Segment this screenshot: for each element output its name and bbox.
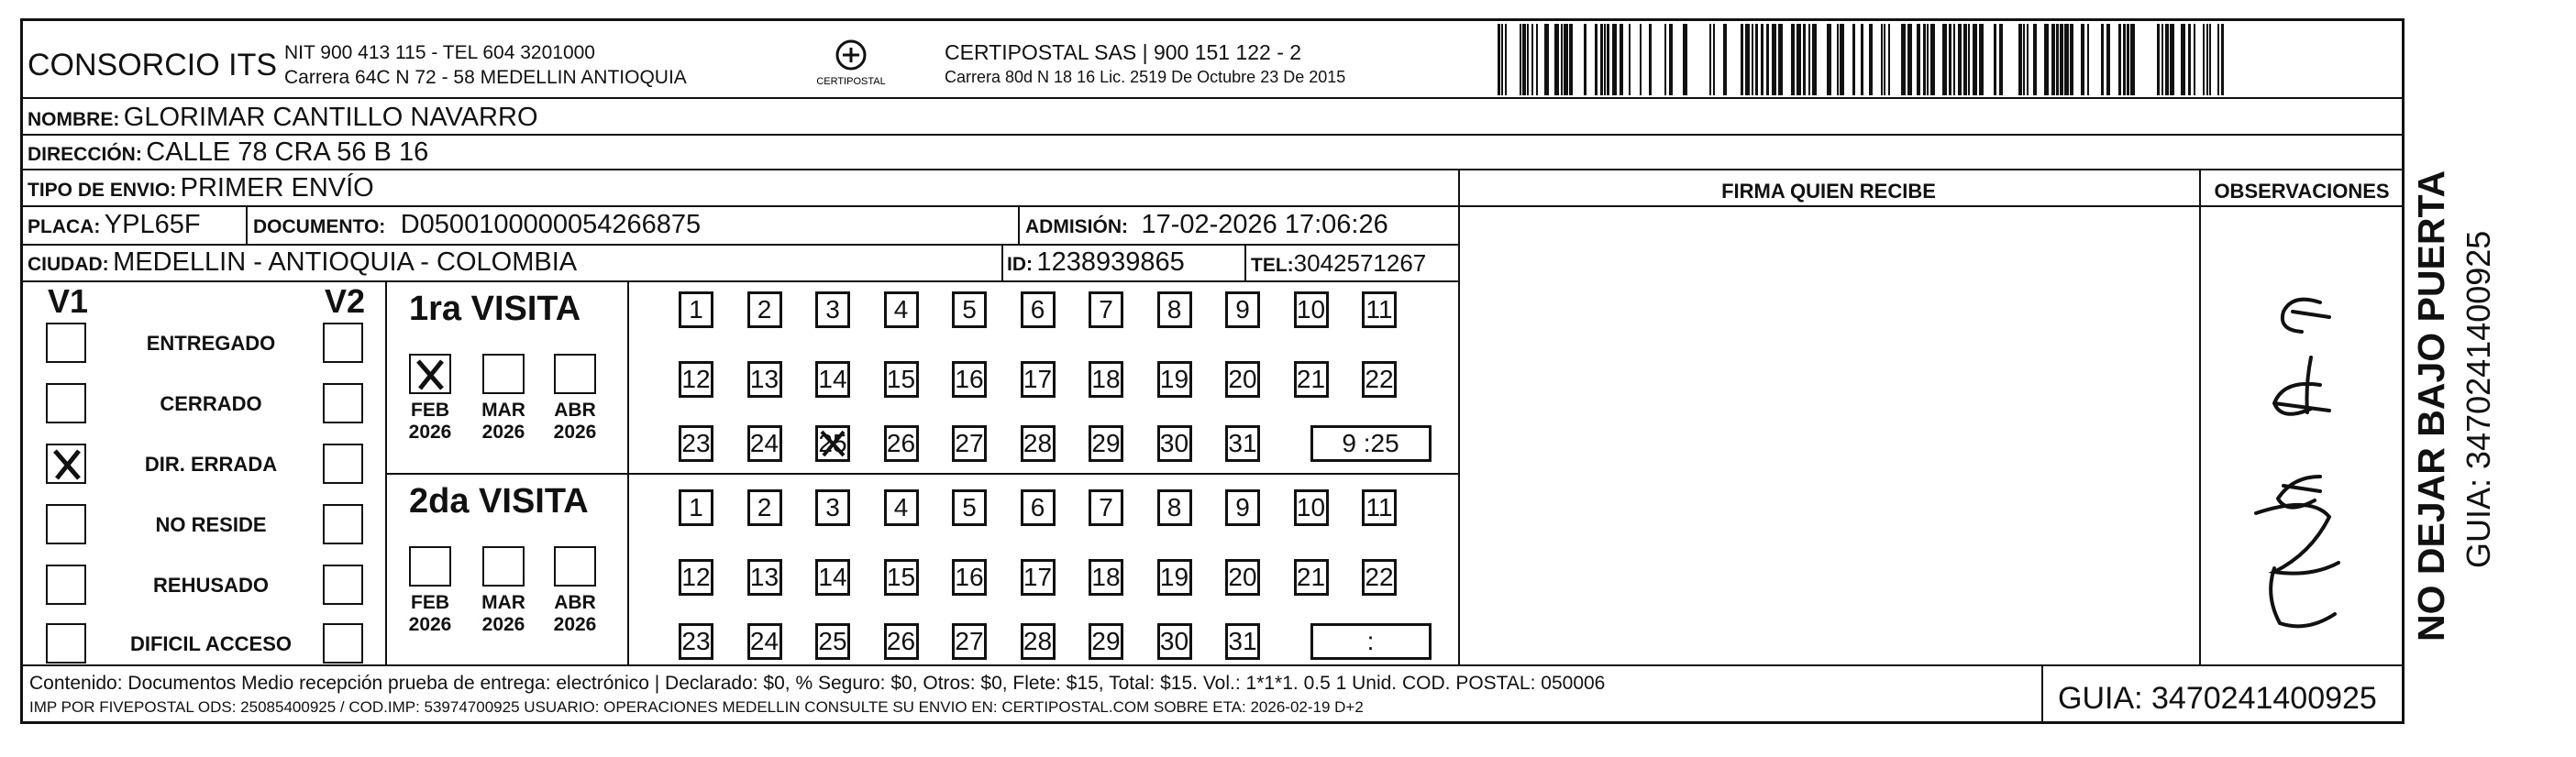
footer-guia: GUIA: 3470241400925 (2058, 681, 2377, 716)
visit1-day-27[interactable]: 27 (952, 425, 987, 462)
barcode-bar (1869, 24, 1873, 95)
barcode-bar (2188, 24, 2191, 95)
divider (20, 97, 2405, 99)
ciudad-value: MEDELLIN - ANTIOQUIA - COLOMBIA (113, 247, 578, 277)
id-label: ID: (1007, 254, 1033, 275)
divider (385, 473, 1458, 475)
month-name: ABR (554, 400, 596, 421)
visit2-day-30[interactable]: 30 (1157, 623, 1192, 660)
admision-value: 17-02-2026 17:06:26 (1141, 210, 1388, 239)
month-year: 2026 (553, 614, 597, 635)
visit2-day-23[interactable]: 23 (679, 623, 713, 660)
v2-checkbox-no-reside[interactable] (323, 504, 363, 544)
visit2-title: 2da VISITA (409, 482, 589, 521)
visit2-month-checkbox-feb[interactable] (409, 546, 451, 587)
visit2-day-12[interactable]: 12 (679, 559, 713, 596)
divider (20, 280, 1458, 282)
visit1-day-20[interactable]: 20 (1225, 361, 1260, 398)
logo-text: CERTIPOSTAL (816, 76, 886, 87)
barcode-bar (1852, 24, 1855, 95)
month-name: MAR (481, 400, 525, 421)
barcode-bar (1752, 24, 1753, 95)
barcode-bar (1612, 24, 1617, 95)
placa-value: YPL65F (104, 210, 201, 239)
visit1-month-label (476, 400, 531, 444)
sender-nit: NIT 900 413 115 - TEL 604 3201000 (284, 42, 595, 63)
barcode-bar (2060, 24, 2063, 95)
carrier-address: Carrera 80d N 18 16 Lic. 2519 De Octubre 23 De 2015 (945, 68, 1346, 86)
barcode-bar (1923, 24, 1926, 95)
barcode-bar (2206, 24, 2208, 95)
barcode-bar (2023, 24, 2025, 95)
barcode-bar (1536, 24, 1538, 95)
barcode-bar (2221, 24, 2224, 95)
barcode-bar (1531, 24, 1533, 95)
visit1-time-field[interactable]: 9 :25 (1310, 425, 1432, 462)
barcode-bar (1544, 24, 1549, 95)
visit2-day-6[interactable]: 6 (1021, 489, 1056, 526)
visit1-day-6[interactable]: 6 (1021, 291, 1056, 328)
barcode-bar (2157, 24, 2160, 95)
barcode-bar (1884, 24, 1885, 95)
barcode-bar (2018, 24, 2022, 95)
barcode-bar (1772, 24, 1776, 95)
visit1-day-12[interactable]: 12 (679, 361, 713, 398)
v1-label: V1 (48, 282, 89, 320)
visit2-day-26[interactable]: 26 (884, 623, 919, 660)
barcode-bar (2070, 24, 2073, 95)
barcode-bar (2106, 24, 2110, 95)
barcode-bar (1620, 24, 1623, 95)
nombre-label: NOMBRE: (28, 109, 120, 130)
barcode-bar (1498, 24, 1500, 95)
status-label: DIFICIL ACCESO (129, 632, 292, 655)
barcode-bar (1709, 24, 1711, 95)
visit2-day-20[interactable]: 20 (1225, 559, 1260, 596)
status-label: DIR. ERRADA (144, 453, 278, 476)
visit2-month-checkbox-mar[interactable] (482, 546, 525, 587)
visit1-day-24[interactable]: 24 (747, 425, 782, 462)
visit1-day-8[interactable]: 8 (1157, 291, 1192, 328)
documento-value: D0500100000054266875 (400, 210, 702, 239)
visit1-day-15[interactable]: 15 (884, 361, 919, 398)
barcode-bar (1561, 24, 1563, 95)
month-name: ABR (554, 592, 596, 613)
barcode-bar (1600, 24, 1603, 95)
side-guia: GUIA: 3470241400925 (2460, 230, 2497, 568)
observaciones-header: OBSERVACIONES (2214, 180, 2390, 203)
barcode-bar (1861, 24, 1863, 95)
barcode-bar (1554, 24, 1559, 95)
admision-label: ADMISIÓN: (1025, 216, 1128, 237)
v2-checkbox-dificil-acceso[interactable] (323, 623, 363, 664)
v2-checkbox-cerrado[interactable] (323, 383, 363, 423)
barcode-bar (1999, 24, 2003, 95)
status-label: CERRADO (160, 392, 262, 415)
visit2-day-21[interactable]: 21 (1294, 559, 1329, 596)
month-year: 2026 (408, 614, 452, 635)
v1-checkbox-cerrado[interactable] (46, 383, 86, 423)
barcode-bar (2051, 24, 2055, 95)
ciudad-label: CIUDAD: (28, 254, 109, 275)
barcode-bar (2033, 24, 2037, 95)
barcode-bar (1927, 24, 1929, 95)
visit2-day-2[interactable]: 2 (747, 489, 782, 526)
visit1-day-23[interactable]: 23 (679, 425, 713, 462)
v1-checkbox-dir-errada[interactable] (46, 444, 86, 484)
direccion-value: CALLE 78 CRA 56 B 16 (146, 137, 429, 167)
visit1-day-22[interactable]: 22 (1362, 361, 1397, 398)
barcode-bar (1808, 24, 1810, 95)
visit2-day-1[interactable]: 1 (679, 489, 713, 526)
barcode-bar (1979, 24, 1984, 95)
barcode-bar (2170, 24, 2174, 95)
barcode-bar (1901, 24, 1906, 95)
visit2-time-field[interactable]: : (1310, 623, 1432, 660)
visit1-day-2[interactable]: 2 (747, 291, 782, 328)
barcode-bar (1755, 24, 1758, 95)
tipo-value: PRIMER ENVÍO (180, 173, 374, 203)
visit2-day-9[interactable]: 9 (1225, 489, 1260, 526)
v1-checkbox-dificil-acceso[interactable] (46, 623, 86, 664)
barcode-bar (1761, 24, 1763, 95)
footer-line1: Contenido: Documentos Medio recepción prueba de entrega: electrónico | Declarado: $0, % Seguro: $0, Otros: $0, Flete: $15, Total: $15. Vol.: 1*1*1. 0.5 1 Unid. COD. POSTAL: 050006 (29, 673, 1606, 694)
barcode-bar (1604, 24, 1606, 95)
handwritten-observation (2219, 266, 2384, 651)
barcode-bar (1791, 24, 1795, 95)
v1-checkbox-no-reside[interactable] (46, 504, 86, 544)
month-year: 2026 (408, 422, 452, 443)
month-year: 2026 (481, 422, 525, 443)
visit1-month-label (547, 400, 603, 444)
barcode-bar (1522, 24, 1526, 95)
visit1-day-30[interactable]: 30 (1157, 425, 1192, 462)
visit2-month-label (403, 592, 458, 636)
barcode-bar (1949, 24, 1951, 95)
visit2-day-16[interactable]: 16 (952, 559, 987, 596)
visit1-month-checkbox-abr[interactable] (554, 354, 596, 394)
status-label: NO RESIDE (155, 513, 267, 536)
footer-line2: IMP POR FIVEPOSTAL ODS: 25085400925 / COD.IMP: 53974700925 USUARIO: OPERACIONES MEDELLIN CONSULTE SU ENVIO EN: CERTIPOSTAL.COM SOBRE ETA: 2026-02-19 D+2 (29, 698, 1364, 716)
visit1-day-14[interactable]: 14 (815, 361, 850, 398)
v2-checkbox-rehusado[interactable] (323, 565, 363, 605)
visit1-day-11[interactable]: 11 (1362, 291, 1397, 328)
visit2-day-17[interactable]: 17 (1021, 559, 1056, 596)
visit2-day-13[interactable]: 13 (747, 559, 782, 596)
barcode-bar (1840, 24, 1844, 95)
barcode-bar (1629, 24, 1631, 95)
sender-info (284, 40, 687, 90)
barcode-bar (2123, 24, 2126, 95)
visit1-month-checkbox-mar[interactable] (482, 354, 525, 394)
visit2-month-checkbox-abr[interactable] (554, 546, 596, 587)
visit1-day-26[interactable]: 26 (884, 425, 919, 462)
divider (2403, 97, 2405, 724)
visit2-day-18[interactable]: 18 (1089, 559, 1123, 596)
barcode-bar (1640, 24, 1642, 95)
barcode-bar (2081, 24, 2084, 95)
barcode-bar (2165, 24, 2169, 95)
divider (246, 205, 248, 244)
barcode-bar (2056, 24, 2059, 95)
visit1-day-13[interactable]: 13 (747, 361, 782, 398)
barcode-bar (2087, 24, 2089, 95)
barcode-bar (2130, 24, 2135, 95)
divider (20, 205, 2405, 207)
barcode-bar (1942, 24, 1947, 95)
nombre-value: GLORIMAR CANTILLO NAVARRO (123, 103, 538, 132)
divider (2199, 169, 2201, 664)
barcode-bar (1837, 24, 1839, 95)
barcode-bar (2194, 24, 2195, 95)
barcode-bar (1649, 24, 1652, 95)
visit1-day-4[interactable]: 4 (884, 291, 919, 328)
month-year: 2026 (481, 614, 525, 635)
visit2-day-8[interactable]: 8 (1157, 489, 1192, 526)
barcode-bar (2027, 24, 2029, 95)
ciudad-field (28, 247, 577, 278)
barcode-bar (2044, 24, 2049, 95)
visit2-day-28[interactable]: 28 (1021, 623, 1056, 660)
visit1-day-25[interactable]: 25 (815, 425, 850, 462)
visit1-month-checkbox-feb[interactable] (409, 354, 451, 394)
barcode-bar (1930, 24, 1935, 95)
status-label: ENTREGADO (146, 332, 276, 355)
barcode-bar (1797, 24, 1801, 95)
direccion-label: DIRECCIÓN: (28, 144, 142, 165)
barcode-bar (1812, 24, 1817, 95)
placa-label: PLACA: (28, 216, 101, 237)
barcode-bar (1994, 24, 1996, 95)
barcode-bar (1778, 24, 1783, 95)
status-label: REHUSADO (153, 574, 269, 597)
barcode-bar (1520, 24, 1521, 95)
v1-checkbox-rehusado[interactable] (46, 565, 86, 605)
visit1-day-10[interactable]: 10 (1294, 291, 1329, 328)
tel-value: 3042571267 (1293, 249, 1427, 277)
visit2-day-11[interactable]: 11 (1362, 489, 1397, 526)
barcode-bar (2127, 24, 2129, 95)
barcode-bar (1958, 24, 1962, 95)
visit2-day-27[interactable]: 27 (952, 623, 987, 660)
barcode-bar (2118, 24, 2121, 95)
month-name: FEB (411, 592, 449, 613)
visit2-day-25[interactable]: 25 (815, 623, 850, 660)
barcode-bar (1569, 24, 1573, 95)
tipo-label: TIPO DE ENVIO: (28, 180, 177, 201)
id-value: 1238939865 (1036, 247, 1185, 277)
visit1-day-19[interactable]: 19 (1157, 361, 1192, 398)
divider (20, 244, 1458, 246)
tel-label: TEL: (1251, 255, 1294, 276)
barcode-bar (1741, 24, 1743, 95)
barcode-bar (1664, 24, 1666, 95)
month-name: FEB (411, 400, 449, 421)
divider (20, 664, 2405, 666)
visit2-day-29[interactable]: 29 (1089, 623, 1123, 660)
visit2-day-24[interactable]: 24 (747, 623, 782, 660)
visit1-title: 1ra VISITA (409, 290, 581, 328)
barcode-bar (2161, 24, 2163, 95)
barcode-bar (1953, 24, 1955, 95)
barcode-bar (1963, 24, 1967, 95)
divider (20, 134, 2405, 136)
barcode-bar (2203, 24, 2205, 95)
month-year: 2026 (553, 422, 597, 443)
barcode-bar (1723, 24, 1727, 95)
visit2-day-19[interactable]: 19 (1157, 559, 1192, 596)
barcode-bar (1505, 24, 1507, 95)
documento-field (253, 210, 701, 240)
visit2-day-14[interactable]: 14 (815, 559, 850, 596)
barcode-bar (2181, 24, 2185, 95)
certipostal-logo-icon (816, 37, 886, 92)
visit1-day-17[interactable]: 17 (1021, 361, 1056, 398)
month-name: MAR (481, 592, 525, 613)
v2-checkbox-dir-errada[interactable] (323, 444, 363, 484)
id-field (1007, 247, 1185, 278)
barcode-bar (1968, 24, 1970, 95)
divider (20, 169, 2405, 170)
visit2-day-4[interactable]: 4 (884, 489, 919, 526)
tipo-row (28, 173, 374, 203)
barcode-bar (1595, 24, 1598, 95)
barcode-bar (1881, 24, 1883, 95)
visit1-day-18[interactable]: 18 (1089, 361, 1123, 398)
visit1-day-3[interactable]: 3 (815, 291, 850, 328)
barcode-bar (1584, 24, 1587, 95)
footer-content (29, 672, 1605, 719)
barcode-bar (1766, 24, 1769, 95)
visit1-day-21[interactable]: 21 (1294, 361, 1329, 398)
v2-checkbox-entregado[interactable] (323, 323, 363, 363)
barcode-icon (1498, 24, 2231, 95)
v2-label: V2 (325, 282, 366, 320)
tel-field (1251, 249, 1426, 278)
divider (1244, 244, 1246, 280)
visit1-day-7[interactable]: 7 (1089, 291, 1123, 328)
visit2-day-5[interactable]: 5 (952, 489, 987, 526)
barcode-bar (1501, 24, 1503, 95)
barcode-bar (2101, 24, 2104, 95)
barcode-bar (1917, 24, 1920, 95)
placa-field (28, 210, 201, 240)
visit1-day-31[interactable]: 31 (1225, 425, 1260, 462)
barcode-bar (1683, 24, 1687, 95)
barcode-bar (1745, 24, 1750, 95)
visit2-day-3[interactable]: 3 (815, 489, 850, 526)
firma-header: FIRMA QUIEN RECIBE (1721, 180, 1936, 203)
barcode-bar (1669, 24, 1673, 95)
barcode-bar (1888, 24, 1890, 95)
barcode-bar (1527, 24, 1529, 95)
nombre-row (28, 103, 538, 133)
documento-label: DOCUMENTO: (253, 216, 386, 237)
visit1-day-9[interactable]: 9 (1225, 291, 1260, 328)
v1-checkbox-entregado[interactable] (46, 323, 86, 363)
visit2-day-22[interactable]: 22 (1362, 559, 1397, 596)
divider (2041, 664, 2043, 724)
visit1-day-28[interactable]: 28 (1021, 425, 1056, 462)
carrier-info (945, 40, 1345, 90)
barcode-bar (1827, 24, 1831, 95)
side-warning: NO DEJAR BAJO PUERTA (2410, 170, 2452, 642)
visit2-month-label (547, 592, 603, 636)
visit2-day-7[interactable]: 7 (1089, 489, 1123, 526)
barcode-bar (1713, 24, 1715, 95)
barcode-bar (1564, 24, 1568, 95)
divider (1001, 244, 1003, 280)
visit2-day-10[interactable]: 10 (1294, 489, 1329, 526)
barcode-bar (2064, 24, 2069, 95)
barcode-bar (2209, 24, 2211, 95)
visit1-day-16[interactable]: 16 (952, 361, 987, 398)
visit1-day-1[interactable]: 1 (679, 291, 713, 328)
visit2-day-15[interactable]: 15 (884, 559, 919, 596)
barcode-bar (2217, 24, 2219, 95)
barcode-bar (1907, 24, 1912, 95)
visit2-day-31[interactable]: 31 (1225, 623, 1260, 660)
barcode-bar (1973, 24, 1977, 95)
divider (1018, 205, 1020, 244)
admision-field (1025, 210, 1388, 240)
barcode-bar (1803, 24, 1806, 95)
sender-address: Carrera 64C N 72 - 58 MEDELLIN ANTIOQUIA (284, 67, 687, 88)
divider (1458, 169, 1460, 664)
visit1-day-29[interactable]: 29 (1089, 425, 1123, 462)
carrier-nit: CERTIPOSTAL SAS | 900 151 122 - 2 (945, 40, 1302, 64)
barcode-bar (1607, 24, 1609, 95)
direccion-row (28, 137, 428, 168)
visit1-day-5[interactable]: 5 (952, 291, 987, 328)
visit2-month-label (476, 592, 531, 636)
visit1-month-label (403, 400, 458, 444)
sender-name: CONSORCIO ITS (28, 48, 278, 82)
